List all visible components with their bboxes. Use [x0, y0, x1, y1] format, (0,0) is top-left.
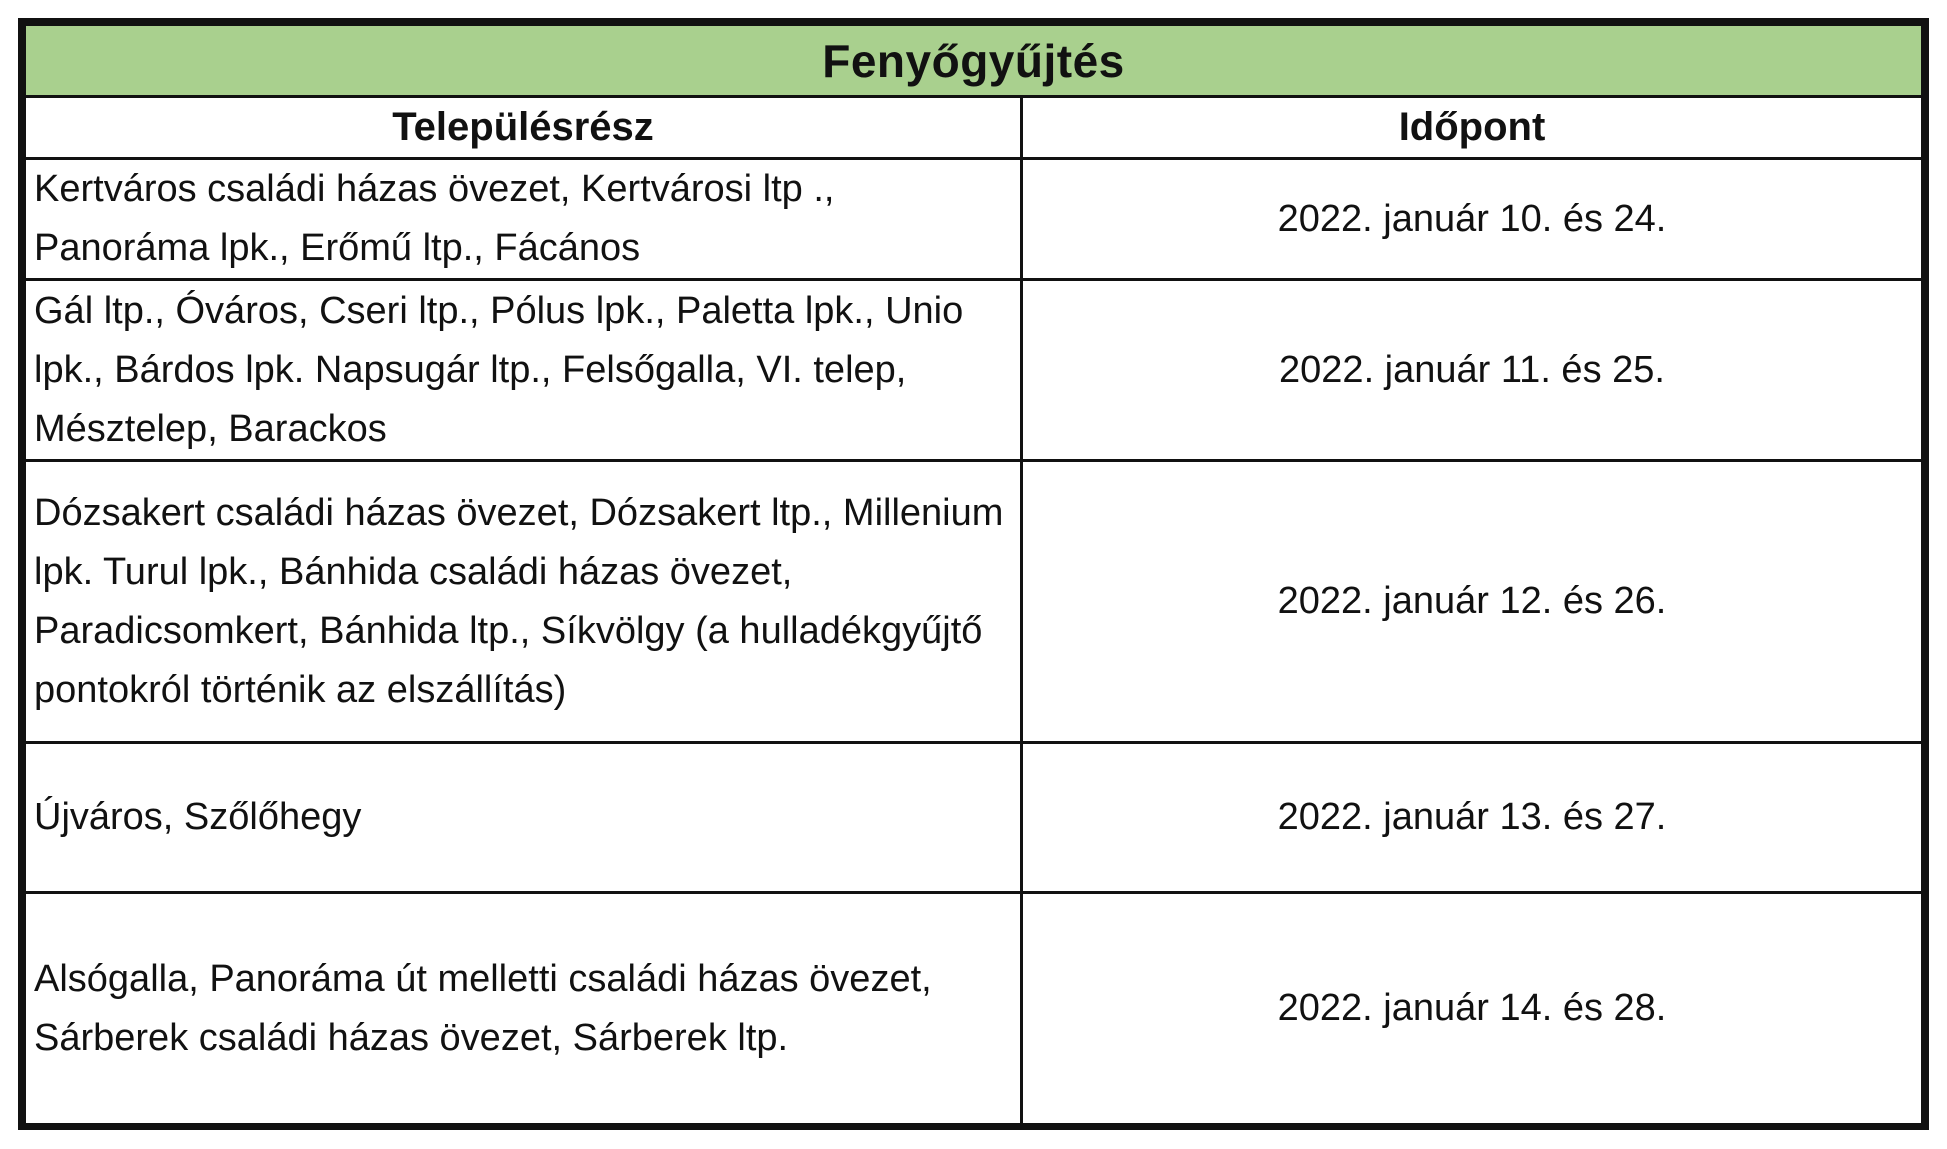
table-row [25, 280, 1923, 461]
area-cell: Alsógalla, Panoráma út melletti családi házas övezet, Sárberek családi házas övezet, Sárberek ltp. [25, 893, 1022, 1125]
area-cell: Gál ltp., Óváros, Cseri ltp., Pólus lpk., Paletta lpk., Unio lpk., Bárdos lpk. Napsugár ltp., Felsőgalla, VI. telep, Mésztelep, Barackos [25, 280, 1022, 461]
table-row [25, 743, 1923, 893]
date-cell: 2022. január 10. és 24. [1022, 159, 1923, 280]
column-header-area: Településrész [25, 97, 1022, 159]
table-row [25, 461, 1923, 743]
schedule-sheet [18, 18, 1929, 1130]
title-row [25, 25, 1923, 97]
column-header-date: Időpont [1022, 97, 1923, 159]
date-cell: 2022. január 14. és 28. [1022, 893, 1923, 1125]
area-cell: Dózsakert családi házas övezet, Dózsakert ltp., Millenium lpk. Turul lpk., Bánhida családi házas övezet, Paradicsomkert, Bánhida ltp., Síkvölgy (a hulladékgyűjtő pontokról történik az elszállítás) [25, 461, 1022, 743]
date-cell: 2022. január 12. és 26. [1022, 461, 1923, 743]
table-row [25, 159, 1923, 280]
table-title: Fenyőgyűjtés [25, 25, 1923, 97]
area-cell: Kertváros családi házas övezet, Kertvárosi ltp ., Panoráma lpk., Erőmű ltp., Fácános [25, 159, 1022, 280]
table-row [25, 893, 1923, 1125]
header-row [25, 97, 1923, 159]
date-cell: 2022. január 11. és 25. [1022, 280, 1923, 461]
date-cell: 2022. január 13. és 27. [1022, 743, 1923, 893]
area-cell: Újváros, Szőlőhegy [25, 743, 1022, 893]
collection-schedule-table [23, 23, 1924, 1126]
